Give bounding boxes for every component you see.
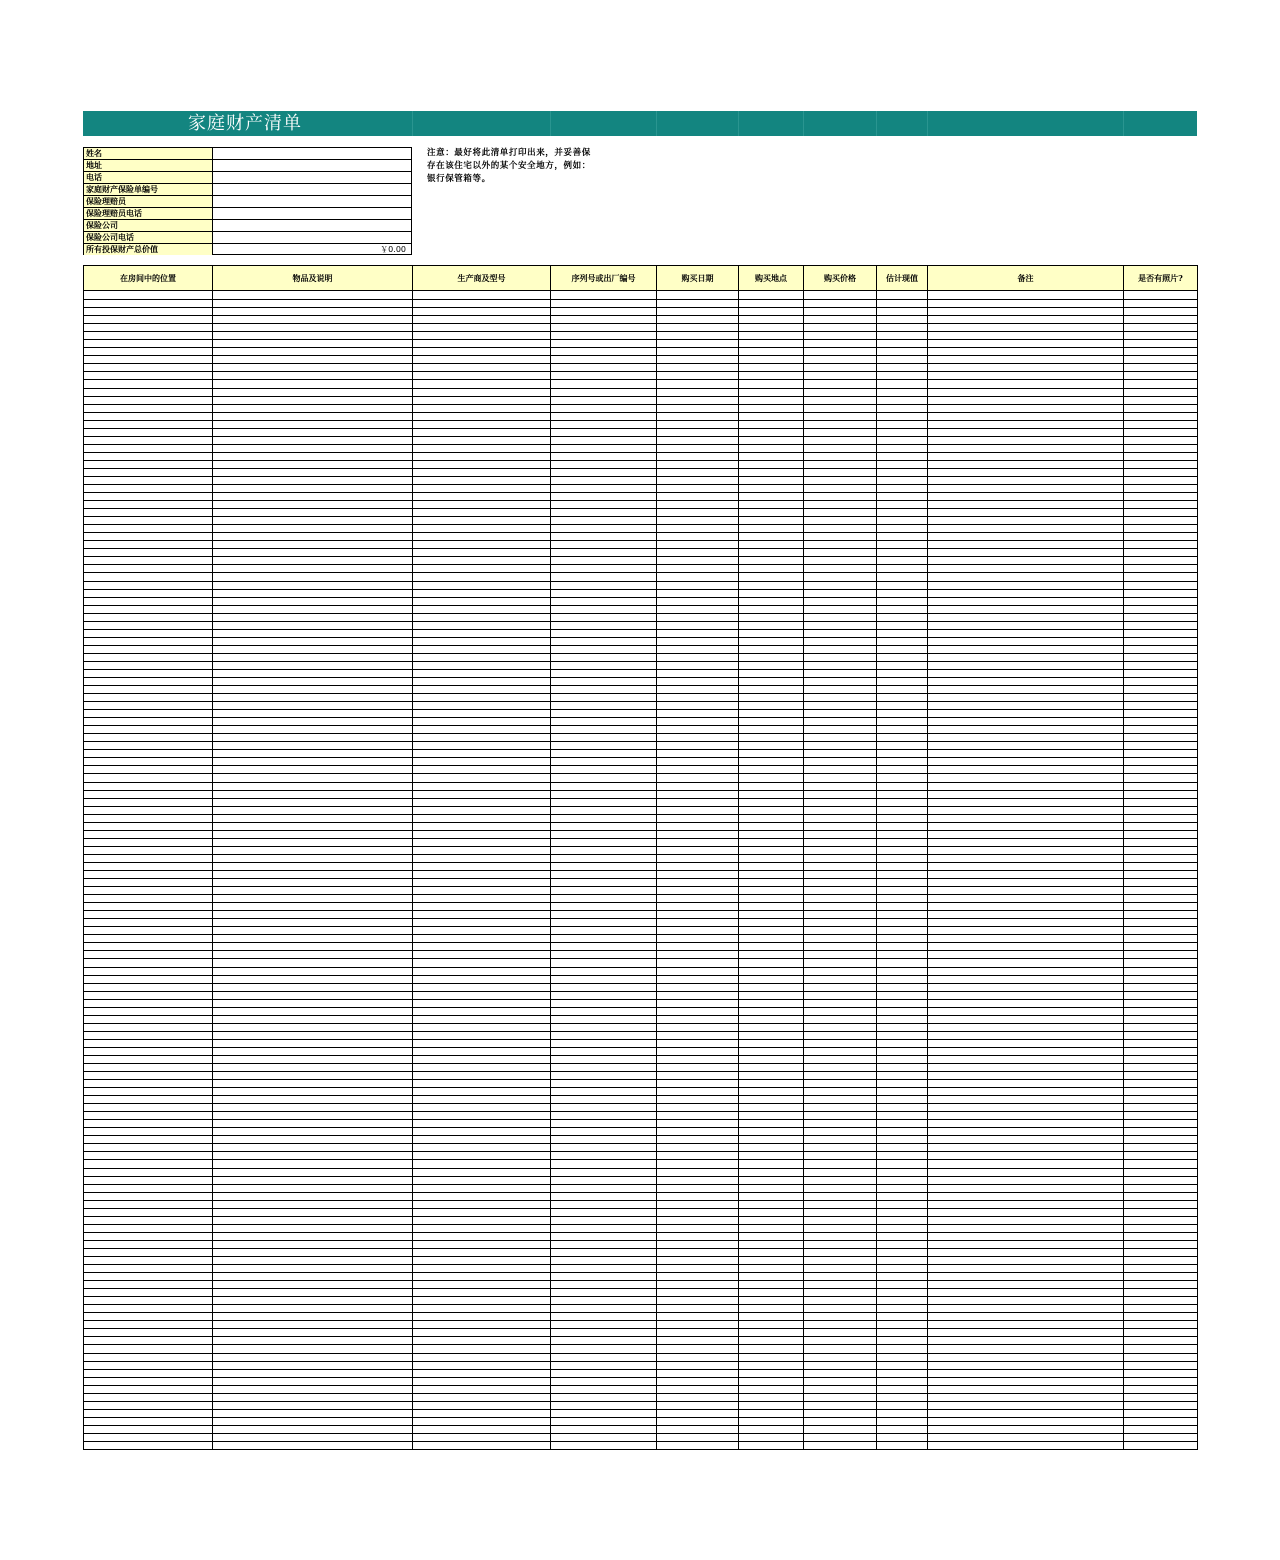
- table-row-line: [84, 1224, 1197, 1225]
- table-row-line: [84, 999, 1197, 1000]
- table-row-line: [84, 1071, 1197, 1072]
- table-row-line: [84, 1312, 1197, 1313]
- table-row-line: [84, 572, 1197, 573]
- table-row-line: [84, 476, 1197, 477]
- table-row-line: [84, 1336, 1197, 1337]
- table-row-line: [84, 749, 1197, 750]
- table-row-line: [84, 830, 1197, 831]
- info-row: [84, 244, 411, 255]
- table-row-line: [84, 693, 1197, 694]
- table-row-line: [84, 1377, 1197, 1378]
- info-label: 保险理赔员: [84, 196, 213, 207]
- table-row-line: [84, 1272, 1197, 1273]
- table-row-line: [84, 1087, 1197, 1088]
- table-row-line: [84, 1369, 1197, 1370]
- table-row-line: [84, 1127, 1197, 1128]
- table-row-line: [84, 508, 1197, 509]
- table-row-line: [84, 822, 1197, 823]
- table-row-line: [84, 1393, 1197, 1394]
- table-row-line: [84, 1135, 1197, 1136]
- table-row-line: [84, 1119, 1197, 1120]
- table-row-line: [84, 862, 1197, 863]
- table-row-line: [84, 701, 1197, 702]
- table-row-line: [84, 307, 1197, 308]
- column-header[interactable]: 序列号或出厂编号: [551, 266, 657, 291]
- table-row-line: [84, 1176, 1197, 1177]
- table-row-line: [84, 1143, 1197, 1144]
- note-line: 银行保管箱等。: [427, 174, 491, 184]
- column-header[interactable]: 购买日期: [657, 266, 739, 291]
- table-row-line: [84, 886, 1197, 887]
- table-row-line: [84, 597, 1197, 598]
- table-row-line: [84, 773, 1197, 774]
- table-row-line: [84, 299, 1197, 300]
- info-box: [83, 147, 412, 255]
- table-row-line: [84, 725, 1197, 726]
- table-row-line: [84, 379, 1197, 380]
- table-row-line: [84, 589, 1197, 590]
- table-row-line: [84, 436, 1197, 437]
- banner-divider: [738, 111, 739, 136]
- table-row-line: [84, 1023, 1197, 1024]
- table-row-line: [84, 1232, 1197, 1233]
- page-title: 家庭财产清单: [188, 113, 302, 134]
- table-row-line: [84, 1039, 1197, 1040]
- info-value-cell[interactable]: [213, 220, 411, 231]
- table-row-line: [84, 685, 1197, 686]
- table-row-line: [84, 1200, 1197, 1201]
- table-row-line: [84, 645, 1197, 646]
- info-value-cell[interactable]: [213, 232, 411, 243]
- table-row-line: [84, 1047, 1197, 1048]
- note-line: 存在该住宅以外的某个安全地方，例如：: [427, 161, 591, 171]
- banner-divider: [656, 111, 657, 136]
- table-row-line: [84, 621, 1197, 622]
- table-row-line: [84, 532, 1197, 533]
- info-value-cell[interactable]: [213, 208, 411, 219]
- table-row-line: [84, 460, 1197, 461]
- info-value-cell[interactable]: ￥0.00: [380, 245, 406, 254]
- table-row-line: [84, 926, 1197, 927]
- table-row-line: [84, 1192, 1197, 1193]
- table-row-line: [84, 1055, 1197, 1056]
- table-row-line: [84, 757, 1197, 758]
- table-row-line: [84, 1280, 1197, 1281]
- note-line: 注意：最好将此清单打印出来，并妥善保: [427, 148, 591, 158]
- table-row-line: [84, 1184, 1197, 1185]
- table-row-line: [84, 870, 1197, 871]
- table-row-line: [84, 669, 1197, 670]
- table-row-line: [84, 315, 1197, 316]
- info-label: 保险公司电话: [84, 232, 213, 243]
- table-row-line: [84, 323, 1197, 324]
- info-label: 家庭财产保险单编号: [84, 184, 213, 195]
- table-row-line: [84, 991, 1197, 992]
- info-row: [84, 220, 411, 232]
- table-row-line: [84, 363, 1197, 364]
- info-row: [84, 208, 411, 220]
- banner-divider: [803, 111, 804, 136]
- table-row-line: [84, 741, 1197, 742]
- table-row-line: [84, 388, 1197, 389]
- column-header[interactable]: 估计现值: [877, 266, 928, 291]
- table-row-line: [84, 613, 1197, 614]
- info-value-cell[interactable]: [213, 172, 411, 183]
- table-row-line: [84, 846, 1197, 847]
- table-row-line: [84, 677, 1197, 678]
- table-row-line: [84, 516, 1197, 517]
- table-row-line: [84, 1328, 1197, 1329]
- table-row-line: [84, 1079, 1197, 1080]
- table-row-line: [84, 1256, 1197, 1257]
- table-row-line: [84, 942, 1197, 943]
- table-row-line: [84, 1304, 1197, 1305]
- table-row-line: [84, 468, 1197, 469]
- info-label: 保险公司: [84, 220, 213, 231]
- table-row-line: [84, 806, 1197, 807]
- table-row-line: [84, 765, 1197, 766]
- info-row: [84, 184, 411, 196]
- table-row-line: [84, 355, 1197, 356]
- table-row-line: [84, 444, 1197, 445]
- info-label: 所有投保财产总价值: [84, 244, 213, 255]
- table-row-line: [84, 1248, 1197, 1249]
- table-row-line: [84, 1288, 1197, 1289]
- table-row-line: [84, 733, 1197, 734]
- table-row-line: [84, 717, 1197, 718]
- table-row-line: [84, 1015, 1197, 1016]
- table-row-line: [84, 1401, 1197, 1402]
- table-row-line: [84, 1151, 1197, 1152]
- table-row-line: [84, 404, 1197, 405]
- table-row-line: [84, 1007, 1197, 1008]
- table-row-line: [84, 1425, 1197, 1426]
- table-row-line: [84, 452, 1197, 453]
- table-row-line: [84, 1216, 1197, 1217]
- table-row-line: [84, 548, 1197, 549]
- table-row-line: [84, 1063, 1197, 1064]
- table-row-line: [84, 709, 1197, 710]
- table-row-line: [84, 396, 1197, 397]
- info-row: [84, 160, 411, 172]
- table-row-line: [84, 428, 1197, 429]
- info-label: 保险理赔员电话: [84, 208, 213, 219]
- info-row: [84, 172, 411, 184]
- info-row: [84, 196, 411, 208]
- table-row-line: [84, 412, 1197, 413]
- table-row-line: [84, 967, 1197, 968]
- table-row-line: [84, 605, 1197, 606]
- table-row-line: [84, 1441, 1197, 1442]
- table-row-line: [84, 1296, 1197, 1297]
- banner-divider: [876, 111, 877, 136]
- note-text: [427, 147, 627, 186]
- info-row: [84, 232, 411, 244]
- table-row-line: [84, 1344, 1197, 1345]
- table-row-line: [84, 581, 1197, 582]
- banner-divider: [927, 111, 928, 136]
- table-row-line: [84, 798, 1197, 799]
- table-row-line: [84, 637, 1197, 638]
- table-row-line: [84, 556, 1197, 557]
- table-row-line: [84, 1031, 1197, 1032]
- info-label: 姓名: [84, 148, 213, 159]
- table-row-line: [84, 500, 1197, 501]
- column-header[interactable]: 购买价格: [804, 266, 877, 291]
- table-row-line: [84, 975, 1197, 976]
- column-header[interactable]: 购买地点: [739, 266, 804, 291]
- table-row-line: [84, 782, 1197, 783]
- info-label: 地址: [84, 160, 213, 171]
- table-row-line: [84, 331, 1197, 332]
- column-header[interactable]: 物品及说明: [213, 266, 413, 291]
- table-row-line: [84, 661, 1197, 662]
- column-header[interactable]: 在房间中的位置: [84, 266, 213, 291]
- table-row-line: [84, 958, 1197, 959]
- table-row-line: [84, 540, 1197, 541]
- table-row-line: [84, 1361, 1197, 1362]
- table-row-line: [84, 1417, 1197, 1418]
- table-row-line: [84, 1111, 1197, 1112]
- table-row-line: [84, 1159, 1197, 1160]
- info-label: 电话: [84, 172, 213, 183]
- table-row-line: [84, 339, 1197, 340]
- info-value-cell[interactable]: [213, 196, 411, 207]
- table-row-line: [84, 347, 1197, 348]
- table-row-line: [84, 484, 1197, 485]
- banner-divider: [1123, 111, 1124, 136]
- table-row-line: [84, 1240, 1197, 1241]
- table-row-line: [84, 1208, 1197, 1209]
- table-row-line: [84, 878, 1197, 879]
- table-row-line: [84, 910, 1197, 911]
- table-row-line: [84, 1168, 1197, 1169]
- table-row-line: [84, 1264, 1197, 1265]
- table-row-line: [84, 790, 1197, 791]
- table-row-line: [84, 950, 1197, 951]
- table-row-line: [84, 894, 1197, 895]
- table-row-line: [84, 854, 1197, 855]
- banner-divider: [550, 111, 551, 136]
- table-row-line: [84, 934, 1197, 935]
- table-row-line: [84, 564, 1197, 565]
- table-row-line: [84, 983, 1197, 984]
- column-header[interactable]: 是否有照片?: [1124, 266, 1197, 291]
- table-row-line: [84, 838, 1197, 839]
- table-row-line: [84, 918, 1197, 919]
- table-row-line: [84, 1103, 1197, 1104]
- table-row-line: [84, 653, 1197, 654]
- table-row-line: [84, 371, 1197, 372]
- info-row: [84, 148, 411, 160]
- table-row-line: [84, 814, 1197, 815]
- table-row-line: [84, 1353, 1197, 1354]
- table-row-line: [84, 1385, 1197, 1386]
- info-value-cell[interactable]: [213, 160, 411, 171]
- info-value-cell[interactable]: [213, 148, 411, 159]
- column-header[interactable]: 备注: [928, 266, 1124, 291]
- table-row-line: [84, 629, 1197, 630]
- inventory-table: [83, 265, 1198, 1450]
- table-row-line: [84, 1409, 1197, 1410]
- table-row-line: [84, 1320, 1197, 1321]
- table-row-line: [84, 1433, 1197, 1434]
- table-row-line: [84, 420, 1197, 421]
- info-value-cell[interactable]: [213, 184, 411, 195]
- table-row-line: [84, 1095, 1197, 1096]
- table-row-line: [84, 492, 1197, 493]
- column-header[interactable]: 生产商及型号: [413, 266, 551, 291]
- table-row-line: [84, 524, 1197, 525]
- table-row-line: [84, 902, 1197, 903]
- banner-divider: [412, 111, 413, 136]
